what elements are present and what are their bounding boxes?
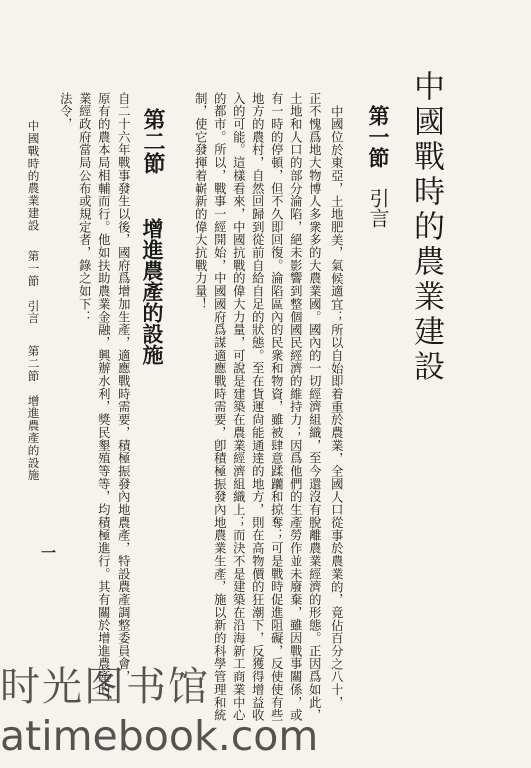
section1-line-6: 入的可能。這樣看來，中國抗戰的偉大力量，可說是建築在農業經濟組織上；而決不是建築在沿海新工商業中心: [231, 92, 246, 722]
running-header-title: 中國戰時的農業建設: [26, 120, 41, 232]
section1-line-4: 有一時的停頓，但不久即回復。淪陷區內的民衆和物資，雖被肆意蹂躪和掠奪；可是戰時促進阻礙，反使使有些: [269, 92, 284, 722]
watermark-chinese: 时光图书馆: [0, 664, 210, 710]
section2-line-4: 法令，: [58, 92, 73, 131]
watermark-url: atimebook.com: [0, 712, 319, 760]
section1-line-7: 的都市。所以，戰事一經開始，中國國府爲謀適應戰時需要，卽積極振發內地農業生產，施以新的科學管理和統: [212, 92, 227, 722]
page-title: 中國戰時的農業建設: [408, 70, 444, 385]
section2-label: 增進農產的設施: [140, 218, 165, 365]
page-number: 一: [39, 545, 57, 560]
section2-line-3: 業經政府當局公布或規定者，錄之如下：: [77, 92, 92, 324]
section1-line-5: 地方的農村，自然回歸到從前自給自足的狀態。至在貨運尙能通達的地方，則在高物價的狂潮下，反獲得增益收: [250, 92, 265, 722]
section1-line-8: 制，使它發揮着嶄新的偉大抗戰力量！: [193, 92, 208, 311]
section1-line-3: 土地和人口的部分淪陷，絕未影響到整個國民經濟的維持力；因爲他們的生產勞作並未廢棄，雖因戰事關係，或: [288, 92, 303, 722]
section1-label: 引言: [366, 188, 390, 228]
section1-line-1: 中國位於東亞，土地肥美，氣候適宜；所以自始即着重於農業，全國人口從事於農業的，竟佔百分之八十，: [329, 105, 344, 709]
section2-heading: 第二節: [140, 108, 166, 174]
running-header-section1: 第一節 引言: [26, 250, 41, 325]
section2-line-1: 自二十六年戰事發生以後，國府爲增加生產，適應戰時需要，積極振發內地農產，特設農產調整委員會，: [116, 92, 131, 684]
section2-line-2: 原有的農本局相輔而行。他如扶助農業金融，興辦水利，獎民墾殖等等，均積極進行。其有關於增進農產的，: [96, 92, 111, 709]
section1-heading: 第一節: [366, 105, 391, 168]
running-header-section2: 第二節 增進農產的設施: [26, 345, 41, 482]
section1-line-2: 正不愧爲地大物博人多衆多的大農業國。國內的一切經濟組織，至今還沒有脫離農業經濟的形態。正因爲如此，: [307, 92, 322, 722]
